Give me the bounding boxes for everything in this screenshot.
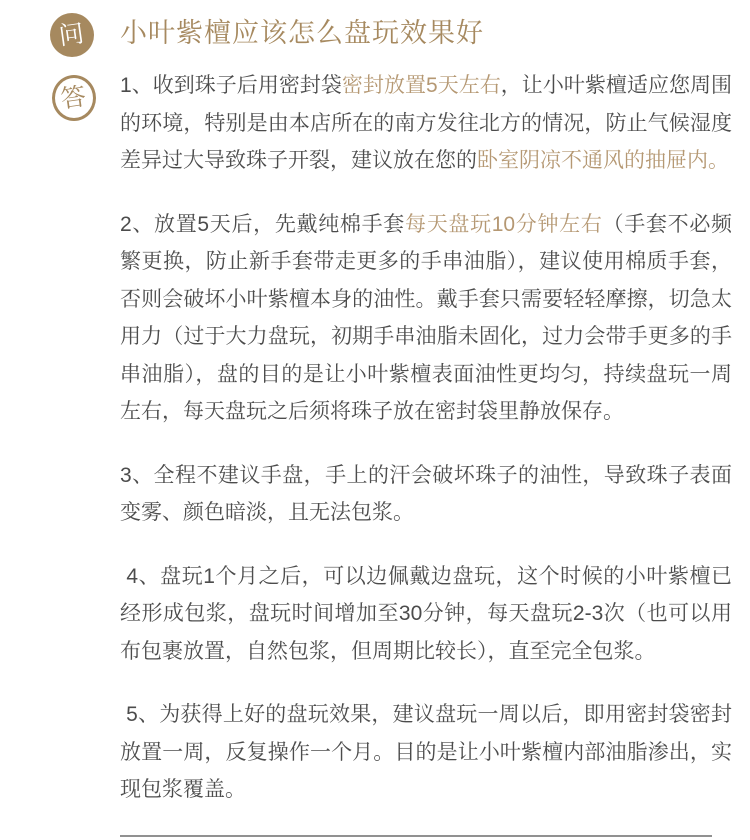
answer-paragraph: [120, 457, 732, 532]
question-badge: [50, 13, 94, 57]
answer-badge-label: 答: [59, 81, 89, 114]
answer-paragraph: [120, 67, 732, 180]
page-title: 小叶紫檀应该怎么盘玩效果好: [120, 18, 484, 48]
body-text: （手套不必频繁更换，防止新手套带走更多的手串油脂），建议使用棉质手套，否则会破坏小叶紫檀本身的油性。戴手套只需要轻轻摩擦，切急太用力（过于大力盘玩，初期手串油脂未固化，过力会带手更多的手串油脂），盘的目的是让小叶紫檀表面油性更均匀，持续盘玩一周左右，每天盘玩之后须将珠子放在密封袋里静放保存。: [120, 212, 733, 423]
body-text: ，让小叶紫檀适应您周围的环境，特别是由本店所在的南方发往北方的情况，防止气候湿度差异过大导致珠子开裂，建议放在您的: [120, 74, 732, 172]
qa-content: [120, 17, 732, 809]
body-text: 4、盘玩1个月之后，可以边佩戴边盘玩，这个时候的小叶紫檀已经形成包浆，盘玩时间增加至30分钟，每天盘玩2-3次（也可以用布包裹放置，自然包浆，但周期比较长），直至完全包浆。: [120, 564, 732, 663]
answer-paragraphs: [120, 67, 732, 809]
highlighted-text: 每天盘玩10分钟左右: [405, 212, 603, 236]
body-text: 5、为获得上好的盘玩效果，建议盘玩一周以后，即用密封袋密封放置一周，反复操作一个月。目的是让小叶紫檀内部油脂渗出，实现包浆覆盖。: [120, 703, 732, 801]
highlighted-text: 密封放置5天左右: [341, 74, 501, 97]
answer-paragraph: [120, 558, 732, 671]
body-text: 3、全程不建议手盘，手上的汗会破坏珠子的油性，导致珠子表面变雾、颜色暗淡，且无法包浆。: [120, 463, 732, 524]
body-text: 1、收到珠子后用密封袋: [120, 74, 342, 97]
answer-badge: [52, 75, 96, 121]
answer-paragraph: [120, 696, 732, 809]
bottom-divider: [120, 835, 712, 837]
answer-paragraph: [120, 206, 732, 431]
body-text: 2、放置5天后，先戴纯棉手套: [120, 212, 405, 236]
highlighted-text: 卧室阴凉不通风的抽屉内。: [477, 149, 729, 172]
question-badge-label: 问: [57, 18, 87, 51]
